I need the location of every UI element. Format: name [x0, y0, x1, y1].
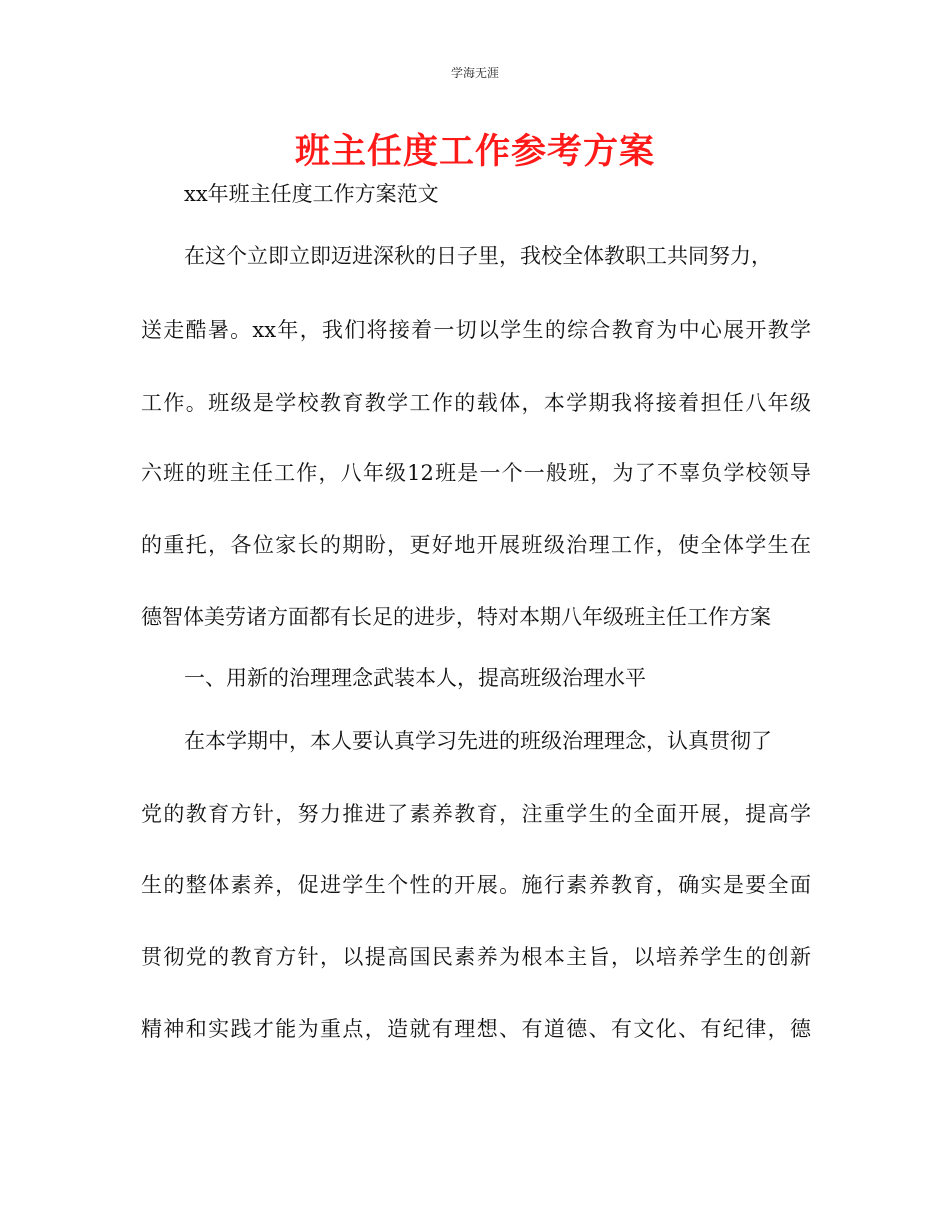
subtitle-line: xx年班主任度工作方案范文 — [184, 182, 439, 206]
document-title: 班主任度工作参考方案 — [294, 132, 655, 172]
paragraph-line: 党的教育方针，努力推进了素养教育，注重学生的全面开展，提高学 — [141, 802, 811, 826]
paragraph-line: 精神和实践才能为重点，造就有理想、有道德、有文化、有纪律，德 — [141, 1017, 811, 1041]
paragraph-line: 在本学期中，本人要认真学习先进的班级治理理念，认真贯彻了 — [184, 729, 772, 753]
paragraph-line: 的重托，各位家长的期盼，更好地开展班级治理工作，使全体学生在 — [141, 533, 811, 557]
paragraph-line: 生的整体素养，促进学生个性的开展。施行素养教育，确实是要全面 — [141, 873, 811, 897]
paragraph-line: 德智体美劳诸方面都有长足的进步，特对本期八年级班主任工作方案 — [141, 605, 771, 629]
paragraph-line: 送走酷暑。xx年，我们将接着一切以学生的综合教育为中心展开教学 — [141, 318, 811, 342]
paragraph-line: 贯彻党的教育方针，以提高国民素养为根本主旨，以培养学生的创新 — [141, 945, 811, 969]
paragraph-line: 在这个立即立即迈进深秋的日子里，我校全体教职工共同努力， — [184, 244, 772, 268]
paragraph-line: 工作。班级是学校教育教学工作的载体，本学期我将接着担任八年级 — [141, 391, 811, 415]
paragraph-line: 六班的班主任工作，八年级12班是一个一般班，为了不辜负学校领导 — [141, 461, 811, 485]
running-header: 学海无涯 — [450, 66, 499, 80]
section-heading: 一、用新的治理理念武装本人，提高班级治理水平 — [184, 666, 646, 690]
